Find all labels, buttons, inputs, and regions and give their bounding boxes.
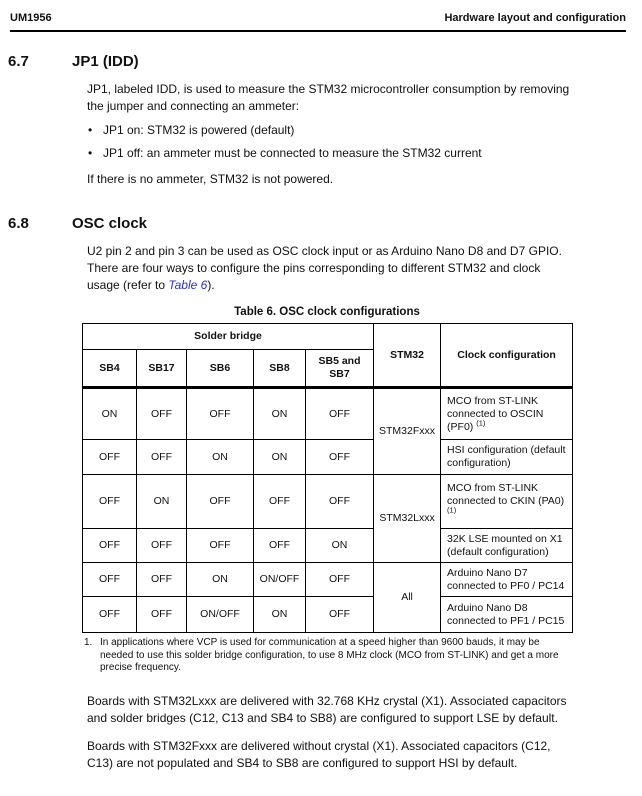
paragraph: JP1, labeled IDD, is used to measure the STM32 microcontroller consumption by removing the jumper and connecting an ammeter: bbox=[87, 82, 570, 113]
table-cell: OFF bbox=[83, 440, 137, 475]
table-cell: OFF bbox=[306, 475, 374, 529]
column-header-sb8: SB8 bbox=[254, 350, 306, 388]
column-header-stm32: STM32 bbox=[374, 324, 441, 388]
clock-config-cell bbox=[441, 475, 573, 529]
page-header bbox=[10, 12, 626, 32]
section-number: 6.7 bbox=[8, 53, 29, 70]
table-cell: OFF bbox=[83, 529, 137, 563]
table-cell: OFF bbox=[306, 388, 374, 440]
header-chapter-title: Hardware layout and configuration bbox=[444, 12, 626, 24]
paragraph-text: U2 pin 2 and pin 3 can be used as OSC clock input or as Arduino Nano D8 and D7 GPIO. There are four ways to configure the pins corresponding to different STM32 and clock usage (refer to bbox=[87, 244, 562, 292]
clock-config-cell bbox=[441, 388, 573, 440]
list-item bbox=[87, 122, 574, 139]
clock-config-cell bbox=[441, 440, 573, 475]
paragraph: If there is no ammeter, STM32 is not powered. bbox=[87, 172, 334, 186]
clock-config-text: Arduino Nano D8 connected to PF1 / PC15 bbox=[447, 601, 565, 627]
table-row bbox=[83, 388, 573, 440]
table-row bbox=[83, 563, 573, 597]
section-title: OSC clock bbox=[72, 215, 148, 232]
clock-config-text: 32K LSE mounted on X1 (default configuration) bbox=[447, 532, 563, 558]
table-cell: OFF bbox=[83, 563, 137, 597]
clock-config-cell bbox=[441, 529, 573, 563]
table-cell: ON bbox=[254, 597, 306, 633]
table-cell: ON/OFF bbox=[254, 563, 306, 597]
clock-config-cell bbox=[441, 563, 573, 597]
list-item-text: JP1 on: STM32 is powered (default) bbox=[103, 123, 295, 137]
clock-config-text: MCO from ST-LINK connected to OSCIN (PF0) bbox=[447, 394, 544, 433]
footnote-number: 1. bbox=[84, 637, 93, 648]
table-caption: Table 6. OSC clock configurations bbox=[234, 306, 420, 318]
table-cell: ON bbox=[137, 475, 187, 529]
list-item-text: JP1 off: an ammeter must be connected to measure the STM32 current bbox=[103, 146, 482, 160]
list-item bbox=[87, 145, 574, 162]
table-cell: OFF bbox=[187, 475, 254, 529]
paragraph bbox=[87, 243, 574, 294]
bullet-list bbox=[87, 122, 574, 162]
table-cell: OFF bbox=[306, 597, 374, 633]
table-cell: ON bbox=[83, 388, 137, 440]
footnote-ref: (1) bbox=[447, 505, 457, 515]
section-heading-6-7 bbox=[0, 54, 642, 70]
table-cell: ON/OFF bbox=[187, 597, 254, 633]
column-header-sb6: SB6 bbox=[187, 350, 254, 388]
footnote-ref: (1) bbox=[476, 418, 486, 427]
osc-clock-table bbox=[82, 323, 573, 633]
table-cell: ON bbox=[254, 388, 306, 440]
table-row bbox=[83, 440, 573, 475]
clock-config-cell bbox=[441, 597, 573, 633]
column-header-clock-configuration: Clock configuration bbox=[441, 324, 573, 388]
table-cell: OFF bbox=[83, 597, 137, 633]
footnote-text: In applications where VCP is used for communication at a speed higher than 9600 bauds, it may be needed to use this solder bridge configuration, to use 8 MHz clock (MCO from ST-LINK) and get a more precise frequency. bbox=[100, 637, 559, 673]
table-cell: OFF bbox=[137, 597, 187, 633]
doc-id: UM1956 bbox=[10, 12, 52, 24]
bullet-icon: • bbox=[88, 146, 93, 160]
table-cell: ON bbox=[254, 440, 306, 475]
column-header-sb4: SB4 bbox=[83, 350, 137, 388]
table-cell: OFF bbox=[137, 563, 187, 597]
table-cell: OFF bbox=[137, 529, 187, 563]
table-cell: ON bbox=[187, 563, 254, 597]
stm32-group-cell: All bbox=[374, 563, 441, 633]
stm32-group-cell: STM32Fxxx bbox=[374, 388, 441, 475]
column-header-sb17: SB17 bbox=[137, 350, 187, 388]
section-6-7-body bbox=[87, 81, 574, 188]
table-cell: OFF bbox=[306, 563, 374, 597]
table-cell: OFF bbox=[137, 388, 187, 440]
bullet-icon: • bbox=[88, 123, 93, 137]
table-row bbox=[83, 475, 573, 529]
table-6-link[interactable]: Table 6 bbox=[168, 278, 208, 292]
stm32-group-cell: STM32Lxxx bbox=[374, 475, 441, 563]
table-cell: OFF bbox=[187, 529, 254, 563]
paragraph-stm32fxxx-boards: Boards with STM32Fxxx are delivered without crystal (X1). Associated capacitors (C12, C13) are not populated and SB4 to SB8 are configured to support HSI by default. bbox=[87, 738, 551, 770]
table-row bbox=[83, 529, 573, 563]
section-title: JP1 (IDD) bbox=[72, 53, 139, 70]
section-heading-6-8 bbox=[0, 216, 642, 232]
clock-config-text: HSI configuration (default configuration) bbox=[447, 444, 566, 469]
section-number: 6.8 bbox=[8, 215, 29, 232]
paragraph-text: ). bbox=[207, 278, 215, 292]
table-row bbox=[83, 597, 573, 633]
paragraph-stm32lxxx-boards: Boards with STM32Lxxx are delivered with 32.768 KHz crystal (X1). Associated capacitors and solder bridges (C12, C13 and SB4 to SB8) are configured to support LSE by default. bbox=[87, 693, 567, 725]
table-cell: ON bbox=[187, 440, 254, 475]
table-cell: OFF bbox=[187, 388, 254, 440]
table-cell: OFF bbox=[254, 475, 306, 529]
clock-config-text: MCO from ST-LINK connected to CKIN (PA0) bbox=[447, 482, 565, 507]
table-cell: OFF bbox=[137, 440, 187, 475]
section-6-8-body bbox=[87, 243, 574, 294]
table-cell: OFF bbox=[306, 440, 374, 475]
table-cell: OFF bbox=[83, 475, 137, 529]
table-cell: ON bbox=[306, 529, 374, 563]
column-header-sb5-sb7: SB5 and SB7 bbox=[306, 350, 374, 388]
group-header-solder-bridge: Solder bridge bbox=[83, 324, 374, 350]
table-cell: OFF bbox=[254, 529, 306, 563]
table-footnote bbox=[84, 637, 572, 675]
clock-config-text: Arduino Nano D7 connected to PF0 / PC14 bbox=[447, 566, 565, 592]
